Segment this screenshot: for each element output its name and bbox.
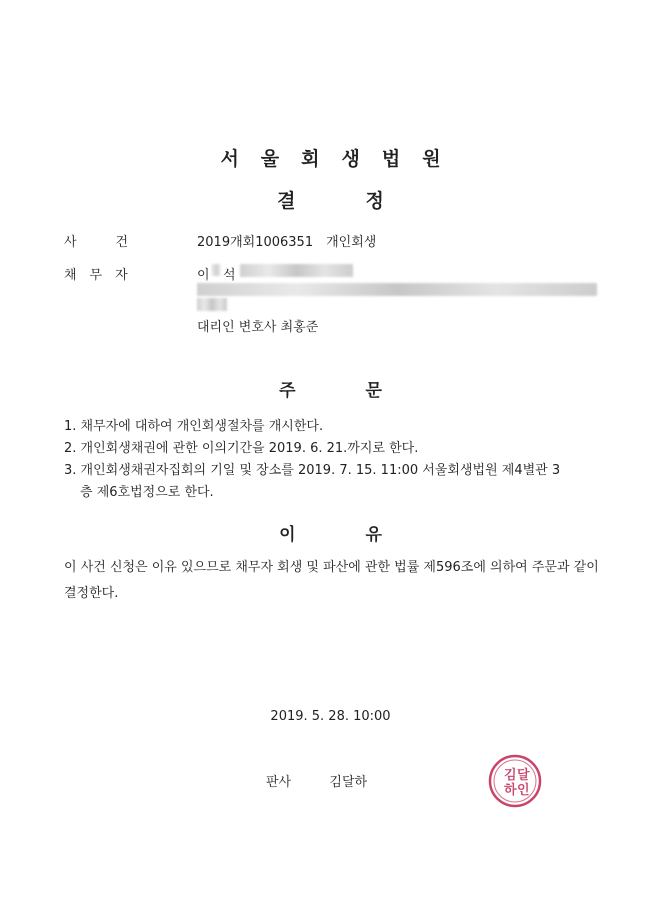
redaction-block [197,283,597,296]
case-number: 2019개회1006351 개인회생 [197,235,377,250]
judge-signature-line [266,771,367,790]
decision-date: 2019. 5. 28. 10:00 [270,709,391,724]
order-item: 1. 채무자에 대하여 개인회생절차를 개시한다. [64,419,324,434]
order-item-continued: 층 제6호법정으로 한다. [80,485,214,500]
svg-text:하: 하 [504,783,517,798]
judge-seal-icon [488,754,542,808]
reason-text: 이 사건 신청은 이유 있으므로 채무자 회생 및 파산에 관한 법률 제596조에 의하여 주문과 같이 결정한다. [64,560,599,601]
reason-heading-char-1: 이 [279,525,296,545]
order-item: 2. 개인회생채권에 관한 이의기간을 2019. 6. 21.까지로 한다. [64,441,419,456]
title-char-1: 결 [277,190,296,212]
title-char-2: 정 [365,190,384,212]
debtor-name-mid: 석 [223,268,236,283]
order-heading-char-2: 문 [365,381,382,401]
judge-name: 김달하 [329,775,368,790]
judge-title: 판사 [266,775,292,790]
case-label: 사 건 [64,235,129,250]
reason-heading [0,520,661,545]
redaction-block [212,264,220,276]
debtor-name-first: 이 [197,268,210,283]
order-item: 3. 개인회생채권자집회의 기일 및 장소를 2019. 7. 15. 11:00 서울회생법원 제4별관 3 [64,463,561,478]
document-title [0,186,661,213]
svg-text:인: 인 [517,783,530,798]
redaction-block [197,298,227,311]
redaction-block [240,264,353,277]
svg-text:김: 김 [504,768,517,783]
reason-heading-char-2: 유 [365,525,382,545]
debtor-label: 채 무 자 [64,268,128,283]
debtor-agent: 대리인 변호사 최홍준 [197,320,319,335]
svg-text:달: 달 [517,768,530,783]
order-heading [0,376,661,401]
court-name: 서울회생법원 [220,148,463,170]
order-heading-char-1: 주 [279,381,296,401]
